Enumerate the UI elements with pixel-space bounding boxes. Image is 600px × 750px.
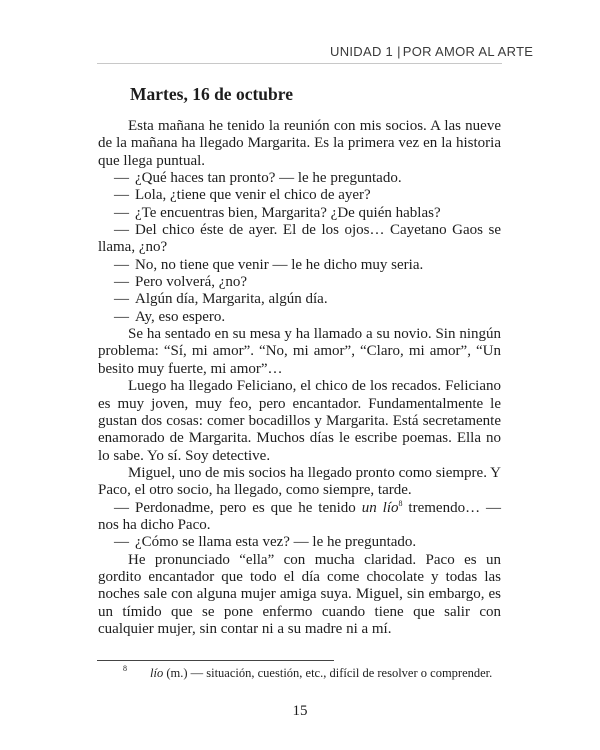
- dash: —: [114, 534, 129, 551]
- section-title: POR AMOR AL ARTE: [402, 44, 534, 59]
- dialogue-line: [98, 291, 501, 308]
- body-text: [98, 118, 501, 638]
- italic-term: un lío: [361, 499, 399, 516]
- paragraph: He pronunciado “ella” con mucha claridad. Paco es un gordito encantador que todo el día come chocolate y todas las noches sale con alguna mujer amiga suya. Miguel, sin embargo, es un tímido que se pone enfermo cuando tiene que salir con cualquier mujer, sin contar ni a su madre ni a mí.: [98, 551, 501, 637]
- footnote-ref: 8: [398, 498, 403, 508]
- dialogue-line: [98, 274, 501, 291]
- dialogue-text: ¿Cómo se llama esta vez? — le he preguntado.: [135, 534, 417, 551]
- dash: —: [114, 204, 129, 221]
- dialogue-text: Pero volverá, ¿no?: [135, 274, 248, 291]
- dialogue-text: tremendo… — nos ha dicho Paco.: [98, 499, 501, 533]
- footnote-text: (m.) — situación, cuestión, etc., difícil de resolver o comprender.: [163, 666, 493, 680]
- footnote-number: 8: [123, 664, 127, 673]
- dialogue-text: Del chico éste de ayer. El de los ojos… Cayetano Gaos se llama, ¿no?: [98, 222, 501, 256]
- dash: —: [114, 499, 129, 516]
- paragraph: Luego ha llegado Feliciano, el chico de los recados. Feliciano es muy joven, muy feo, pero encantador. Fundamentalmente le gustan dos cosas: comer bocadillos y Margarita. Está secretamente enamorado de Margarita. Muchos días le escribe poemas. Ella no lo sabe. Yo sí. Soy detective.: [98, 378, 501, 464]
- dialogue-text: No, no tiene que venir — le he dicho muy seria.: [135, 256, 424, 273]
- paragraph: Se ha sentado en su mesa y ha llamado a su novio. Sin ningún problema: “Sí, mi amor”. “No, mi amor”, “Claro, mi amor”, “Un besito muy fuerte, mi amor”…: [98, 326, 501, 377]
- dialogue-text: ¿Te encuentras bien, Margarita? ¿De quién hablas?: [135, 204, 441, 221]
- dialogue-text: Ay, eso espero.: [135, 308, 226, 325]
- dialogue-line: [98, 170, 501, 187]
- dialogue-line: [98, 257, 501, 274]
- dash: —: [114, 170, 129, 187]
- dash: —: [114, 274, 129, 291]
- dialogue-line: [98, 187, 501, 204]
- dash: —: [114, 308, 129, 325]
- dialogue-text: Lola, ¿tiene que venir el chico de ayer?: [135, 187, 371, 204]
- header-separator: |: [397, 44, 401, 59]
- dialogue-line: [98, 205, 501, 222]
- dialogue-line: [98, 222, 501, 257]
- dialogue-text: Algún día, Margarita, algún día.: [135, 291, 328, 308]
- dash: —: [114, 222, 129, 239]
- footnote-rule: [97, 660, 334, 661]
- dialogue-line: [98, 309, 501, 326]
- page-header: [330, 44, 534, 59]
- footnote-term: lío: [150, 666, 164, 680]
- footnote: [123, 664, 506, 681]
- dialogue-text: ¿Qué haces tan pronto? — le he preguntado.: [135, 170, 402, 187]
- unit-label: UNIDAD 1: [330, 44, 394, 59]
- dash: —: [114, 256, 129, 273]
- dash: —: [114, 187, 129, 204]
- entry-date: Martes, 16 de octubre: [130, 84, 293, 104]
- page-number: 15: [292, 703, 308, 719]
- dialogue-line: [98, 500, 501, 535]
- paragraph: Esta mañana he tenido la reunión con mis socios. A las nueve de la mañana ha llegado Margarita. Es la primera vez en la historia que llega puntual.: [98, 118, 501, 169]
- header-rule: [97, 63, 502, 64]
- dialogue-text: Perdonadme, pero es que he tenido: [135, 499, 362, 516]
- dialogue-line: [98, 534, 501, 551]
- paragraph: Miguel, uno de mis socios ha llegado pronto como siempre. Y Paco, el otro socio, ha llegado, como siempre, tarde.: [98, 464, 501, 499]
- dash: —: [114, 291, 129, 308]
